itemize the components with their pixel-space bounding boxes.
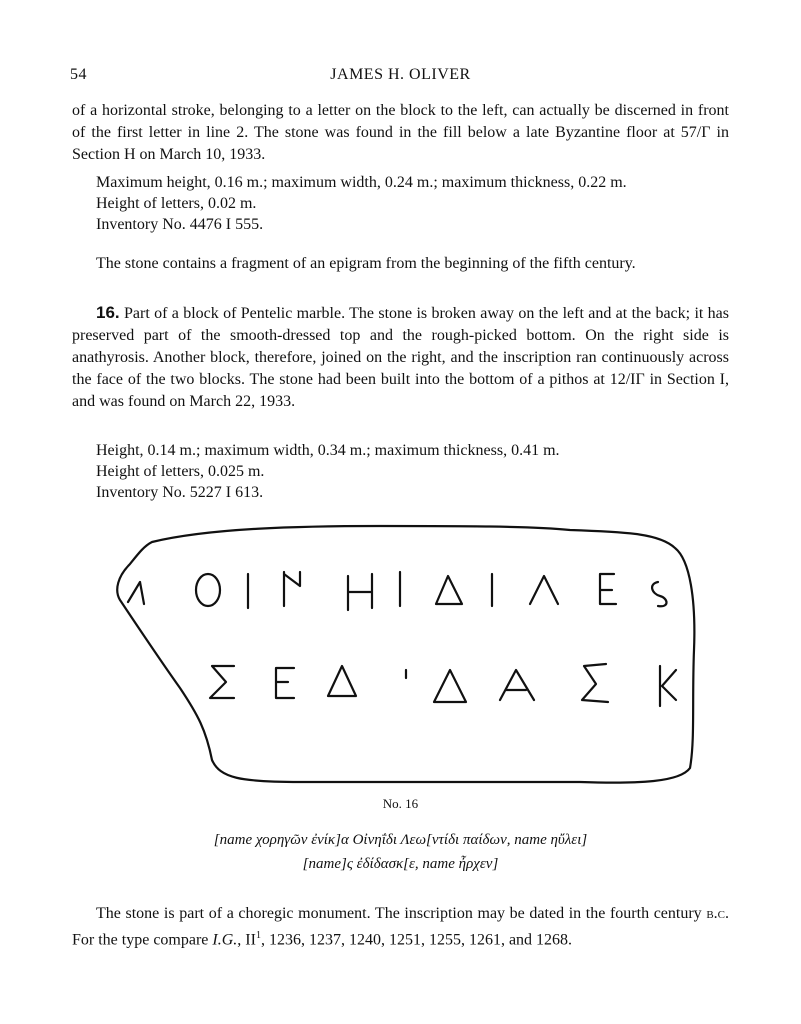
closing-text-3: , 1236, 1237, 1240, 1251, 1255, 1261, and 1268. [260, 931, 573, 949]
entry-16-paragraph [72, 302, 729, 413]
first-spec-dimensions: Maximum height, 0.16 m.; maximum width, 0.24 m.; maximum thickness, 0.22 m. [96, 174, 627, 191]
inscription-line-1 [128, 572, 667, 610]
inscription-drawing [100, 520, 700, 790]
entry-number: 16. [96, 303, 120, 322]
closing-paragraph [72, 903, 729, 951]
entry-16-spec-dimensions: Height, 0.14 m.; maximum width, 0.34 m.; maximum thickness, 0.41 m. [96, 442, 560, 459]
figure-caption: No. 16 [382, 796, 419, 811]
page-number: 54 [70, 66, 87, 83]
intro-paragraph: of a horizontal stroke, belonging to a letter on the block to the left, can actually be discerned in front of the first letter in line 2. The stone was found in the fill below a late Byzantine floor at 57/Γ in Section H on March 10, 1933. [72, 102, 729, 163]
transcription-line-2: [name]ς ἐδίδασκ[ε, name ἦρχεν] [302, 856, 499, 872]
first-spec-inventory: Inventory No. 4476 I 555. [96, 216, 264, 233]
first-spec-letter-height: Height of letters, 0.02 m. [96, 195, 257, 212]
running-title: JAMES H. OLIVER [330, 66, 471, 83]
entry-16-text: Part of a block of Pentelic marble. The stone is broken away on the left and at the back; it has preserved part of the smooth-dressed top and the rough-picked bottom. On the right side is anathyrosis. Another block, therefore, joined on the right, and the inscription ran continuously across the face of the two blocks. The stone had been built into the bottom of a pithos at 12/ΙΓ in Section I, and was found on March 22, 1933. [72, 305, 730, 410]
stone-outline [117, 526, 694, 783]
transcription-line-1: [name χορηγῶν ἐνίκ]α Οἰνηΐδι Λεω[ντίδι παίδων, name ηὔλει] [213, 832, 588, 848]
closing-text-1: The stone is part of a choregic monument. The inscription may be dated in the fourth century [96, 905, 707, 922]
entry-16-spec-letter-height: Height of letters, 0.025 m. [96, 463, 265, 480]
entry-16-spec-inventory: Inventory No. 5227 I 613. [96, 484, 264, 501]
reference-ig: I.G. [212, 931, 238, 949]
reference-superscript: 1 [255, 930, 261, 941]
closing-text-2: For the type compare [72, 931, 213, 949]
era-abbrev: b.c. [706, 905, 729, 922]
first-conclusion: The stone contains a fragment of an epigram from the beginning of the fifth century. [96, 255, 636, 272]
reference-volume: , II [237, 931, 256, 949]
inscription-line-2 [210, 664, 676, 706]
